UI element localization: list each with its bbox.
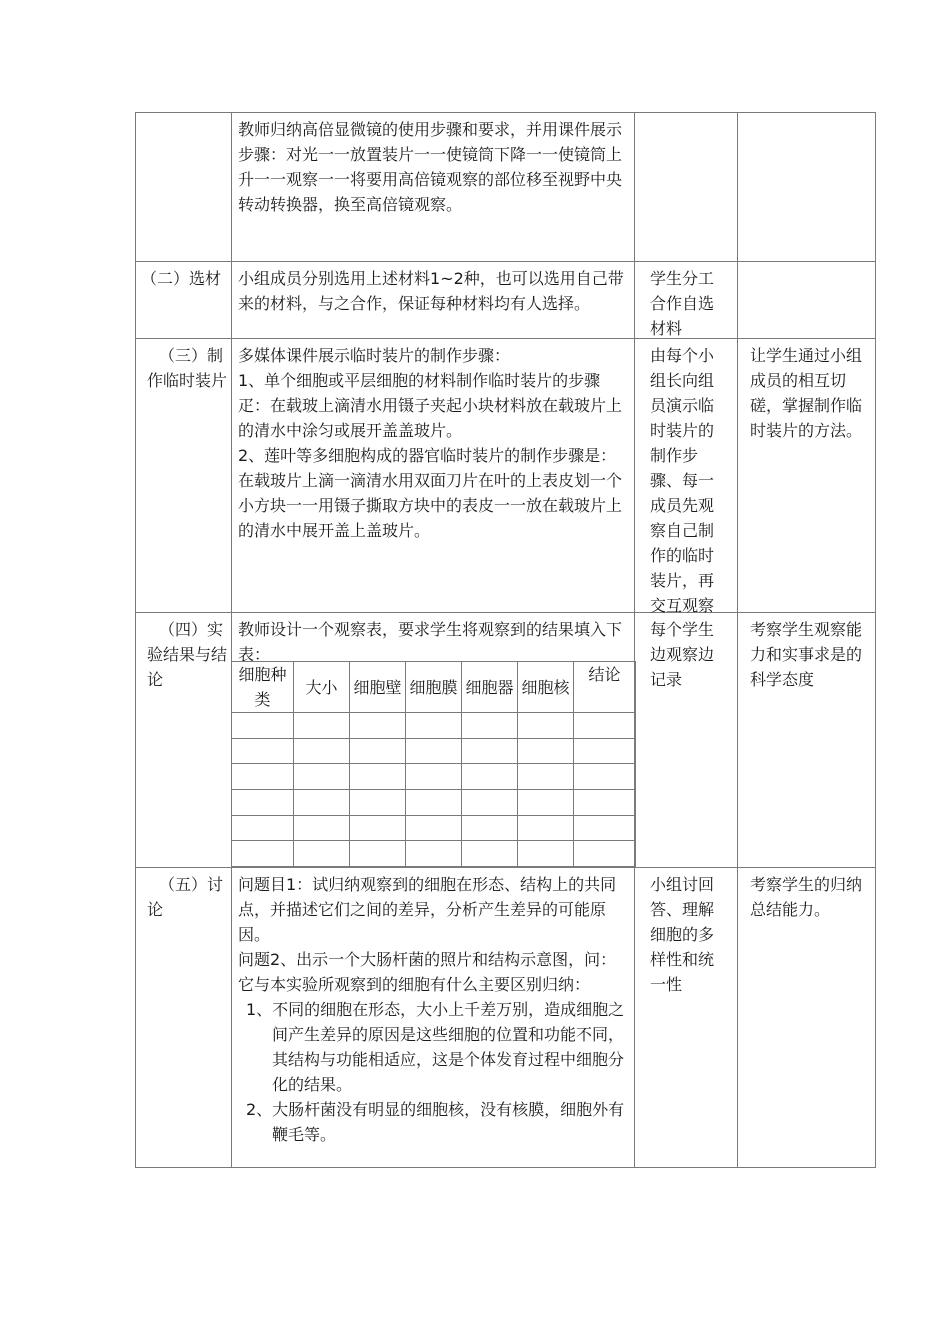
row-4-student-activity: 每个学生边观察边记录: [650, 620, 715, 689]
observation-table-row: [232, 789, 636, 815]
observation-table-row: [232, 764, 636, 790]
row-divider-4: [135, 867, 876, 868]
observation-table-row: [232, 815, 636, 841]
column-divider-1: [231, 112, 232, 1168]
observation-table-row: [232, 713, 636, 739]
row-2-paragraph-1: 小组成员分别选用上述材料1~2种，也可以选用自己带来的材料，与之合作，保证每种材料均有人选择。: [238, 269, 624, 313]
row-1-paragraph-2: 步骤：对光一一放置装片一一使镜筒下降一一使镜筒上升一一观察一一将要用高倍镜观察的部位移至视野中央转动转换器，换至高倍镜观察。: [238, 145, 623, 214]
table-border-left: [135, 112, 136, 1168]
observation-table-row: [232, 841, 636, 867]
column-divider-3: [737, 112, 738, 1168]
row-3-paragraph-3: 2、莲叶等多细胞构成的器官临时装片的制作步骤是：在载玻片上滴一滴清水用双面刀片在叶的上表皮划一个小方块一一用镊子撕取方块中的表皮一一放在载玻片上的清水中展开盖上盖玻片。: [238, 446, 623, 540]
observation-header-cell-type: 细胞种类: [232, 662, 294, 713]
row-1-paragraph-1: 教师归纳高倍显微镜的使用步骤和要求，并用课件展示: [238, 120, 623, 139]
row-divider-2: [135, 338, 876, 339]
row-3-paragraph-2: 1、单个细胞或平层细胞的材料制作临时装片的步骤疋：在载玻上滴清水用镊子夹起小块材料放在载玻片上的清水中涂匀或展开盖盖玻片。: [238, 371, 623, 440]
observation-header-cell-membrane: 细胞膜: [406, 662, 462, 713]
table-border-top: [135, 112, 876, 113]
row-4-intent: 考察学生观察能力和实事求是的科学态度: [750, 620, 863, 689]
row-divider-1: [135, 261, 876, 262]
observation-table: [231, 661, 635, 867]
row-1-content: [238, 117, 630, 217]
observation-header-cell-wall: 细胞壁: [350, 662, 406, 713]
row-4-label: （四）实验结果与结论: [147, 620, 228, 689]
observation-header-nucleus: 细胞核: [518, 662, 574, 713]
row-3-paragraph-1: 多媒体课件展示临时装片的制作步骤：: [238, 346, 511, 365]
observation-header-conclusion: 结论: [574, 662, 636, 713]
row-5-student-activity: 小组讨回答、理解细胞的多样性和统一性: [650, 875, 715, 994]
observation-header-organelle: 细胞器: [462, 662, 518, 713]
observation-table-row: [232, 738, 636, 764]
column-divider-2: [634, 112, 635, 1168]
table-border-right: [875, 112, 876, 1168]
row-4-content: [238, 617, 630, 667]
row-2-student-activity: 学生分工合作自选材料: [650, 269, 715, 338]
row-5-label: （五）讨论: [147, 875, 224, 919]
row-3-student-activity: 由每个小组长向组员演示临时装片的制作步骤、每一成员先观察自己制作的临时装片，再交互观察: [650, 346, 715, 615]
row-5-content: [238, 872, 630, 1147]
row-5-list-item-2: 2、大肠杆菌没有明显的细胞核，没有核膜，细胞外有鞭毛等。: [246, 1100, 625, 1144]
row-3-content: [238, 343, 630, 543]
observation-header-size: 大小: [294, 662, 350, 713]
row-4-paragraph-1: 教师设计一个观察表，要求学生将观察到的结果填入下表：: [238, 620, 623, 664]
row-divider-3: [135, 612, 876, 613]
row-5-paragraph-1: 问题目1：试归纳观察到的细胞在形态、结构上的共同点，并描述它们之间的差异，分析产生差异的可能原因。: [238, 875, 617, 944]
row-5-paragraph-2: 问题2、出示一个大肠杆菌的照片和结构示意图，问：它与本实验所观察到的细胞有什么主要区别归纳：: [238, 950, 617, 994]
row-2-content: [238, 266, 626, 316]
row-2-label: （二）选材: [141, 269, 222, 288]
row-5-list-item-1: 1、不同的细胞在形态，大小上千差万别，造成细胞之间产生差异的原因是这些细胞的位置和功能不同，其结构与功能相适应，这是个体发育过程中细胞分化的结果。: [246, 1000, 625, 1094]
table-border-bottom: [135, 1167, 876, 1168]
row-3-intent: 让学生通过小组成员的相互切磋，掌握制作临时装片的方法。: [750, 346, 863, 440]
observation-table-header: [232, 662, 636, 713]
row-3-label: （三）制作临时装片: [147, 346, 228, 390]
row-5-intent: 考察学生的归纳总结能力。: [750, 875, 863, 919]
